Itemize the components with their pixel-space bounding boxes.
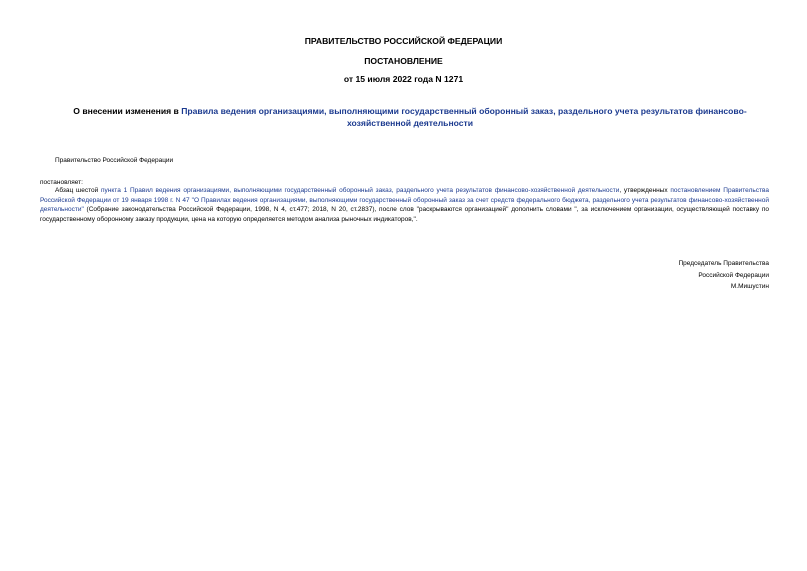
link-clause-1[interactable]: пункта 1 Правил ведения организациями, выполняющими государственный оборонный заказ, раздельного учета результатов финансово-хозяйственной деятельности bbox=[101, 187, 620, 194]
paragraph-remainder: (Собрание законодательства Российской Федерации, 1998, N 4, ст.477; 2018, N 20, ст.2837), после слов "раскрываются организацией" дополнить словами ", за исключением организации, осуществляющей поставку по государственному оборонному заказу продукции, цена на которую определяется методом анализа рыночных индикаторов,". bbox=[40, 206, 769, 223]
paragraph-approved: , утвержденных bbox=[619, 187, 671, 194]
link-resolution-47[interactable]: постановлением Правительства Российской Федерации от 19 января 1998 г. N 47 "О Правилах ведения организациями, выполняющими государственный оборонный заказ за счет средств федерального бюджета, раздельного учета результатов финансово-хозяйственной деятельности" bbox=[40, 187, 769, 213]
signatory-title-2: Российской Федерации bbox=[698, 271, 769, 279]
issuing-authority: ПРАВИТЕЛЬСТВО РОССИЙСКОЙ ФЕДЕРАЦИИ bbox=[304, 36, 503, 46]
document-title bbox=[50, 105, 770, 129]
decides-line: постановляет: bbox=[40, 179, 83, 186]
document-type: ПОСТАНОВЛЕНИЕ bbox=[364, 56, 443, 66]
signatory-name: М.Мишустин bbox=[730, 283, 769, 290]
document-date-number: от 15 июля 2022 года N 1271 bbox=[343, 74, 464, 84]
title-link-rules[interactable]: Правила ведения организациями, выполняющими государственный оборонный заказ, раздельного учета результатов финансово-хозяйственной деятельности bbox=[181, 106, 747, 128]
government-line: Правительство Российской Федерации bbox=[55, 157, 174, 164]
signature-block bbox=[569, 258, 769, 293]
paragraph-lead: Абзац шестой bbox=[55, 187, 99, 194]
signatory-title-1: Председатель Правительства bbox=[678, 260, 769, 267]
amendment-paragraph bbox=[40, 186, 769, 224]
title-prefix: О внесении изменения в bbox=[73, 106, 182, 116]
